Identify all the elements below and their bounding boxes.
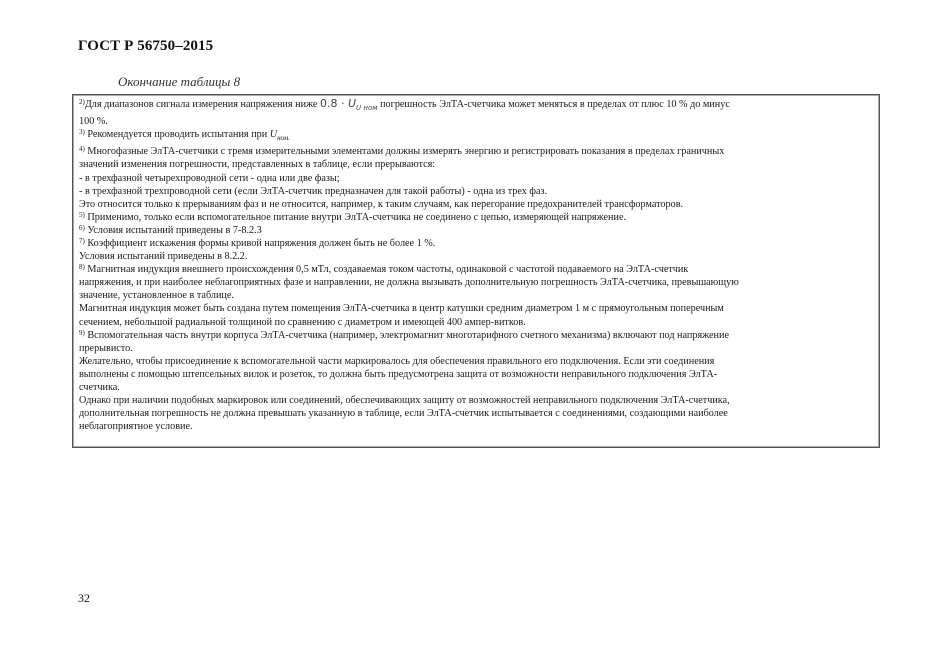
footnote-marker: 8) <box>79 263 85 272</box>
note-7-text: Коэффициент искажения формы кривой напряжения должен быть не более 1 %. <box>84 238 436 249</box>
note-6-text: Условия испытаний приведены в 7-8.2.3 <box>84 224 262 236</box>
note-8-line-5: сечением, небольшой радиальной толщиной по сравнению с диаметром и имеющей 400 ампер-витков. <box>79 316 526 328</box>
note-2-line-1 <box>79 97 873 115</box>
note-4-line-1 <box>79 145 873 158</box>
note-4-line-3: - в трехфазной четырехпроводной сети - одна или две фазы; <box>79 172 340 184</box>
document-header: ГОСТ Р 56750–2015 <box>78 38 214 54</box>
note-9-line-4: выполнены с помощью штепсельных вилок и розеток, то должна быть предусмотрена защита от возможности неправильного подключения ЭлТА- <box>79 368 718 380</box>
note-7-line-1 <box>79 237 873 250</box>
table-notes <box>72 94 880 448</box>
math-coefficient: 0.8 · <box>320 97 348 110</box>
voltage-variable: U <box>269 129 278 141</box>
note-9-line-7: дополнительная погрешность не должна превышать указанную в таблице, если ЭлТА-счетчик испытывается с соединениями, создающими наиболее <box>79 408 728 420</box>
note-9-line-3: Желательно, чтобы присоединение к вспомогательной части маркировалось для обеспечения правильного его подключения. Если эти соединения <box>79 355 715 367</box>
note-4-line-2: значений изменения погрешности, представленных в таблице, если прерываются: <box>79 159 436 171</box>
note-8-line-2: напряжения, и при наиболее неблагоприятных фазе и направлении, не должна вызывать дополнительную погрешность ЭлТА-счетчика, превышающую <box>79 277 739 289</box>
note-4-line-5: Это относится только к прерываниям фаз и не относится, например, к таким случаям, как перегорание предохранителей трансформаторов. <box>79 198 684 210</box>
note-8-text: Магнитная индукция внешнего происхождения 0,5 мТл, создаваемая током частоты, одинаковой с частотой подаваемого на ЭлТА-счетчик <box>84 264 689 276</box>
math-variable: U <box>347 97 357 110</box>
footnote-marker: 5) <box>79 210 85 219</box>
note-5-text: Применимо, только если вспомогательное питание внутри ЭлТА-счетчика не соединено с цепью, измеряющей напряжение. <box>84 211 627 223</box>
voltage-subscript: ном. <box>277 134 290 143</box>
note-9-line-2: прерывисто. <box>79 342 133 354</box>
note-4-text: Многофазные ЭлТА-счетчики с тремя измерительными элементами должны измерять энергию и регистрировать показания в пределах граничных <box>84 146 725 158</box>
note-5-line <box>79 211 873 224</box>
footnote-marker: 3) <box>79 128 85 137</box>
note-9-text: Вспомогательная часть внутри корпуса ЭлТА-счетчика (например, электромагнит многотарифного счетного механизма) включают под напряжение <box>84 329 729 341</box>
note-9-line-6: Однако при наличии подобных маркировок или соединений, обеспечивающих защиту от возможностей неправильного подключения ЭлТА-счетчика, <box>79 395 730 407</box>
footnote-marker: 9) <box>79 328 85 337</box>
note-9-line-8: неблагоприятное условие. <box>79 421 193 433</box>
note-7-line-2: Условия испытаний приведены в 8.2.2. <box>79 251 248 263</box>
footnote-marker: 2) <box>79 98 85 106</box>
note-8-line-4: Магнитная индукция может быть создана путем помещения ЭлТА-счетчика в центр катушки средним диаметром 1 м с прямоугольным поперечным <box>79 303 724 315</box>
note-8-line-1 <box>79 263 873 276</box>
footnote-marker: 4) <box>79 145 85 154</box>
note-6-line <box>79 224 873 237</box>
note-9-line-5: счетчика. <box>79 382 120 394</box>
note-2-line-2: 100 %. <box>79 116 108 128</box>
note-4-line-4: - в трехфазной трехпроводной сети (если ЭлТА-счетчик предназначен для такой работы) - одна из трех фаз. <box>79 185 548 197</box>
note-2-text: Для диапазонов сигнала измерения напряжения ниже <box>84 99 320 110</box>
table-caption: Окончание таблицы 8 <box>118 74 241 89</box>
note-2-text-cont: погрешность ЭлТА-счетчика может меняться в пределах от плюс 10 % до минус <box>377 99 730 110</box>
page-number: 32 <box>78 591 90 605</box>
math-subscript: U ном <box>356 104 378 113</box>
footnote-marker: 7) <box>79 237 85 245</box>
note-8-line-3: значение, установленное в таблице. <box>79 290 234 302</box>
footnote-marker: 6) <box>79 223 85 232</box>
note-3-text: Рекомендуется проводить испытания при <box>87 129 270 141</box>
note-3-line <box>79 128 873 145</box>
note-9-line-1 <box>79 329 873 342</box>
